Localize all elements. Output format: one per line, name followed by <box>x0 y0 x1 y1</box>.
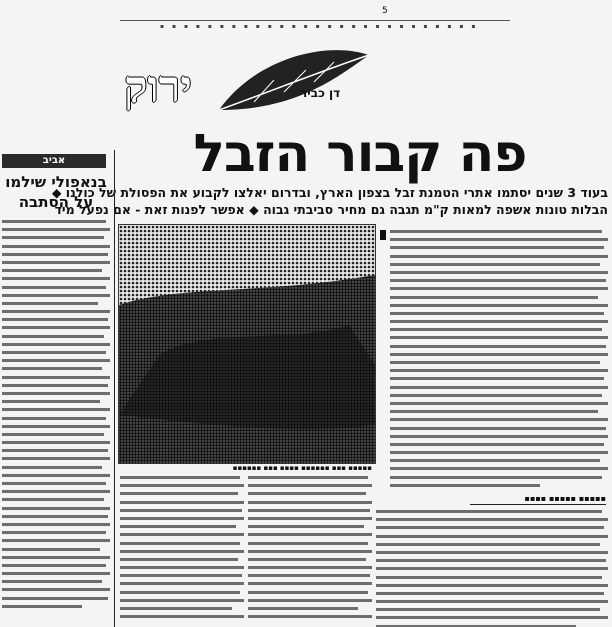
sidebar-badge: אביב <box>2 154 106 168</box>
deck <box>51 184 608 218</box>
sidebar-column <box>0 152 114 627</box>
section-logo <box>118 56 238 122</box>
sidebar-title: בנאפולי שילמו על הסתבה <box>5 173 107 211</box>
body-column-right <box>390 230 608 492</box>
header-rule <box>120 20 510 21</box>
header-strip: ▪ ▪ ▪ ▪ ▪ ▪ ▪ ▪ ▪ ▪ ▪ ▪ ▪ ▪ ▪ ▪ ▪ ▪ ▪ ▪ ▪ ▪ ▪ ▪ ▪ ▪ ▪ <box>160 23 479 30</box>
byline: דן כביר <box>300 86 341 100</box>
landfill-photo <box>118 224 376 464</box>
body-column-right-lower <box>376 510 608 627</box>
column-divider <box>114 150 115 627</box>
leaf-illustration <box>214 40 374 120</box>
deck-line: הבלות טונות אשפה למאות ק"מ תגבה גם מחיר סביבתי גבוה ◆ אפשר לפנות זאת - אם נפעל מיד <box>54 202 608 217</box>
body-column-left <box>120 476 244 627</box>
page-number: 5 <box>382 6 388 16</box>
page-header <box>120 6 510 36</box>
deck-line: בעוד 3 שנים יסתמו אתרי הטמנת זבל בצפון הארץ, ובדרום יאלצו לקבוע את הפסולת של כולנו ◆ <box>51 185 608 200</box>
drop-cap-bar <box>380 230 386 240</box>
headline: פה קבור הזבל <box>193 124 527 184</box>
section-logo-text: ירוק <box>124 62 192 113</box>
body-column-middle <box>248 476 372 627</box>
subheading-right: ▪▪▪▪▪ ▪▪▪▪▪ ▪▪▪▪ <box>470 494 606 505</box>
sidebar-body-text <box>2 220 110 627</box>
photo-caption: ▪▪▪▪▪ ▪▪▪ ▪▪▪▪▪▪ ▪▪▪▪ ▪▪▪ ▪▪▪▪▪▪ <box>232 464 372 472</box>
